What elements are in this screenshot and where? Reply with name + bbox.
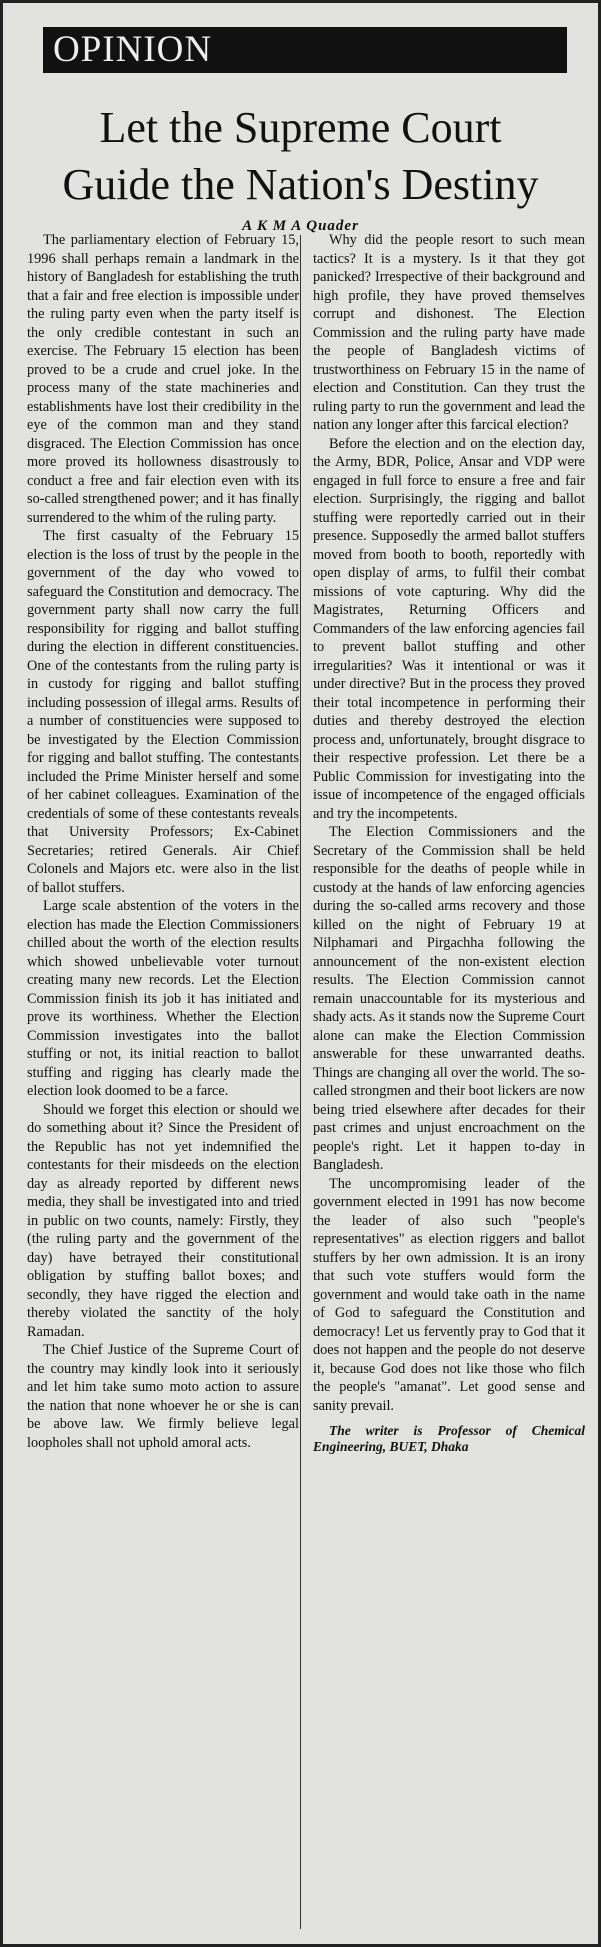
article-paragraph: The Chief Justice of the Supreme Court of the country may kindly look into it seriously and let him take sumo moto action to assure the nation that none whoever he or she is can be above law. We firmly believe legal loopholes shall not uphold amoral acts. [27, 1342, 299, 1451]
headline [13, 99, 588, 213]
byline: A K M A Quader [242, 218, 359, 234]
article-paragraph: The uncompromising leader of the government elected in 1991 has now become the leader of also such "people's representatives" as election riggers and ballot stuffers by her own admission. It is an irony that such vote stuffers would form the government and would take oath in the name of God to safeguard the Constitution and democracy! Let us fervently pray to God that it does not happen and the people do not deserve it, because God does not like those who filch the people's "amanat". Let good sense and sanity prevail. [313, 1175, 585, 1414]
headline-line-1: Let the Supreme Court [99, 103, 502, 152]
article-paragraph: Should we forget this election or should we do something about it? Since the President of the Republic has not yet indemnified the contestants for their misdeeds on the election day as already reported by different news media, they shall be investigated into and tried in public on two counts, namely: Firstly, they (the ruling party and the government of the day) have betrayed their constitutional obligation by stuffing ballot boxes; and secondly, they have rigged the election and thereby violated the sanctity of the holy Ramadan. [27, 1101, 299, 1340]
article-paragraph: The Election Commissioners and the Secretary of the Commission shall be held responsible for the deaths of people while in custody at the hands of law enforcing agencies during the so-called arms recovery and those killed on the night of February 19 at Nilphamari and Pirgachha following the announcement of the non-existent election results. The Election Commission cannot remain unaccountable for its mysterious and shady acts. As it stands now the Supreme Court alone can make the Election Commission answerable for these unwarranted deaths. Things are changing all over the world. The so-called strongmen and their boot lickers are now being tried elsewhere after decades for their past crimes and unjust encroachment on the people's right. Let it happen to-day in Bangladesh. [313, 824, 585, 1173]
left-column [27, 231, 299, 1933]
article-paragraph: Before the election and on the election day, the Army, BDR, Police, Ansar and VDP were engaged in full force to ensure a free and fair election. Surprisingly, the rigging and ballot stuffing were reportedly carried out in their presence. Supposedly the armed ballot stuffers moved from booth to booth, reportedly with open display of arms, to fulfil their combat missions of vote capturing. Why did the Magistrates, Returning Officers and Commanders of the law enforcing agencies fail to prevent ballot stuffing and other irregularities? Was it intentional or was it under directive? But in the process they proved their total incompetence in performing their duties and thereby destroyed the election process and, unfortunately, brought disgrace to their respective profession. Let there be a Public Commission for investigating into the issue of incompetence of the engaged officials and try the incompetents. [313, 435, 585, 822]
article-paragraph: The parliamentary election of February 15, 1996 shall perhaps remain a landmark in the history of Bangladesh for establishing the truth that a fair and free election is impossible under the ruling party even when the party itself is the only credible contestant in such an exercise. The February 15 election has been proved to be a crude and cruel joke. In the process many of the state machineries and establishments have lost their credibility in the eye of the common man and they stand disgraced. The Election Commission has once more proved its hollowness disastrously to conduct a free and fair election even with its so-called strengthened power; and it has finally surrendered to the whim of the ruling party. [27, 232, 299, 526]
article-paragraph: The first casualty of the February 15 election is the loss of trust by the people in the government of the day who vowed to safeguard the Constitution and democracy. The government party shall now carry the full responsibility for rigging and ballot stuffing during the election in different constituencies. One of the contestants from the ruling party is in custody for rigging and ballot stuffing including possession of illegal arms. Results of a number of constituencies were supposed to be investigated by the Election Commission for rigging and ballot stuffing. The contestants included the Prime Minister herself and some of her cabinet colleagues. Examination of the credentials of some of these contestants reveals that University Professors; Ex-Cabinet Secretaries; retired Generals. Air Chief Colonels and Majors etc. were also in the list of ballot stuffers. [27, 528, 299, 896]
section-banner [43, 27, 567, 73]
right-column [313, 231, 585, 1933]
author-credit: The writer is Professor of Chemical Engineering, BUET, Dhaka [313, 1423, 585, 1454]
section-label: OPINION [53, 29, 213, 70]
column-divider [300, 235, 301, 1929]
headline-line-2: Guide the Nation's Destiny [62, 160, 539, 209]
article-paragraph: Large scale abstention of the voters in the election has made the Election Commissioners chilled about the worth of the election results which showed unbelievable voter turnout creating many new records. Let the Election Commission finish its job it has initiated and prove its worthiness. Whether the Election Commission investigates into the ballot stuffing or not, its initial reaction to ballot stuffing and rigging has clearly made the election look doomed to be a farce. [27, 898, 299, 1099]
article-paragraph: Why did the people resort to such mean tactics? It is a mystery. Is it that they got panicked? Irrespective of their background and high profile, they have proved themselves corrupt and dishonest. The Election Commission and the ruling party have made the people of Bangladesh victims of trustworthiness on February 15 in the name of election and Constitution. Can they trust the ruling party to run the government and lead the nation any longer after this farcical election? [313, 232, 585, 433]
